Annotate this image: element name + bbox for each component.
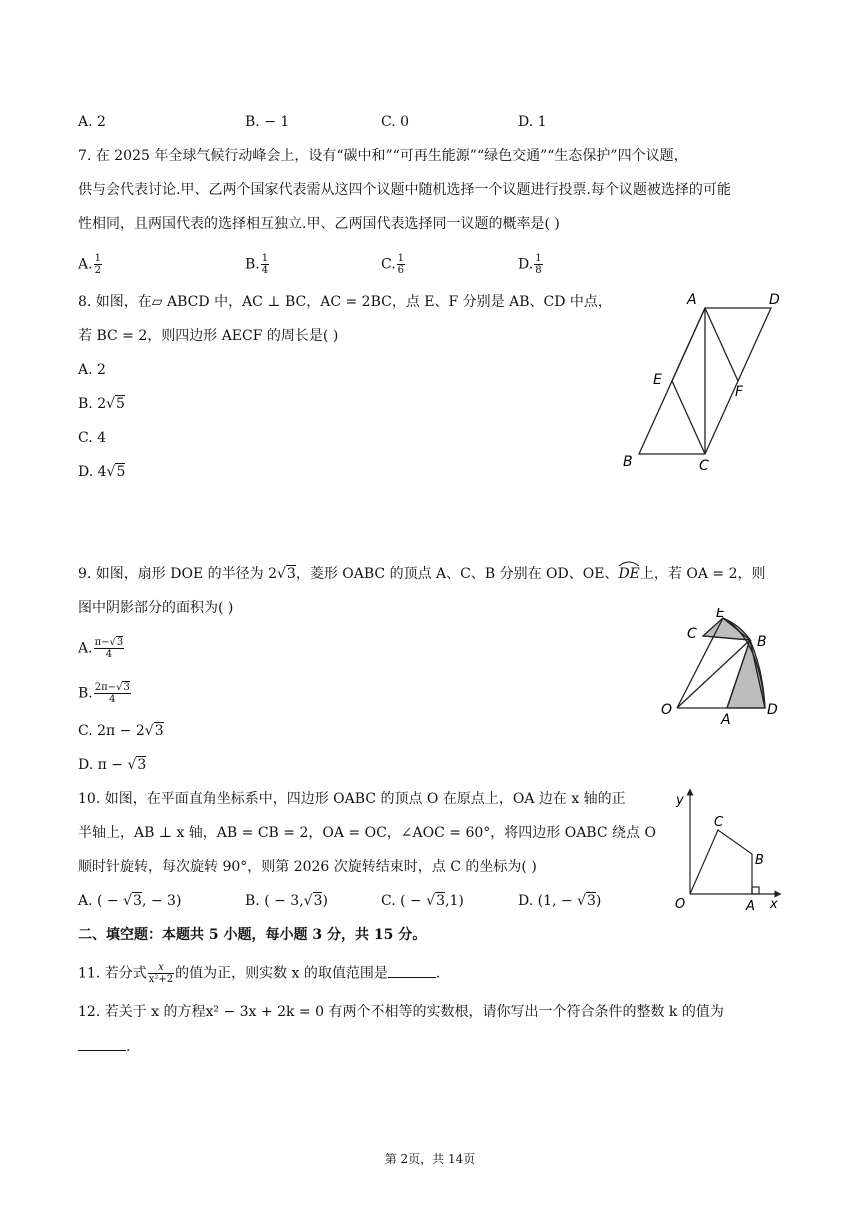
q7-option-c: C. $\frac{1}{6}$ bbox=[381, 253, 405, 276]
q9-option-b: B. $\frac{2\pi-√3}{4}$ bbox=[78, 682, 130, 705]
label-o: O bbox=[675, 897, 686, 912]
label-b: B bbox=[755, 853, 764, 868]
q12-answer-blank[interactable] bbox=[78, 1036, 126, 1051]
q10-option-c: C. ( − √3,1) bbox=[381, 893, 464, 909]
q8-option-a: A. 2 bbox=[78, 362, 106, 378]
segment-ec bbox=[672, 381, 705, 454]
arc-de: DE bbox=[618, 564, 639, 584]
q8-text-line1: 8. 如图，在▱ ABCD 中，AC ⊥ BC，AC = 2BC，点 E、F 分别是 AB、CD 中点， bbox=[78, 294, 612, 310]
q12-text-line2: . bbox=[78, 1036, 130, 1057]
label-x: x bbox=[770, 897, 778, 912]
q6-option-a: A. 2 bbox=[78, 114, 106, 130]
q10-option-b: B. ( − 3,√3) bbox=[245, 893, 328, 909]
q10-text-line2: 半轴上，AB ⊥ x 轴，AB = CB = 2，OA = OC，∠AOC = 60°，将四边形 OABC 绕点 O bbox=[78, 825, 656, 841]
label-a: A bbox=[746, 899, 755, 914]
q9-text-line1: 9. 如图，扇形 DOE 的半径为 2√3，菱形 OABC 的顶点 A、C、B 分别在 OD、OE、 DE上，若 OA = 2，则 bbox=[78, 564, 765, 584]
q7-option-d: D. $\frac{1}{8}$ bbox=[518, 253, 542, 276]
label-e: E bbox=[653, 372, 662, 388]
q6-option-d: D. 1 bbox=[518, 114, 547, 130]
segment-ae bbox=[672, 308, 705, 381]
q8-text-line2: 若 BC = 2，则四边形 AECF 的周长是( ) bbox=[78, 328, 339, 344]
q9-option-d: D. π − √3 bbox=[78, 757, 147, 773]
q10-text-line3: 顺时针旋转，每次旋转 90°，则第 2026 次旋转结束时，点 C 的坐标为( ) bbox=[78, 859, 537, 875]
q7-text-line2: 供与会代表讨论.甲、乙两个国家代表需从这四个议题中随机选择一个议题进行投票.每个议题被选择的可能 bbox=[78, 182, 731, 198]
page-footer: 第 2页，共 14页 bbox=[384, 1152, 476, 1166]
label-o: O bbox=[661, 702, 673, 718]
label-b: B bbox=[623, 454, 633, 470]
q10-text-line1: 10. 如图，在平面直角坐标系中，四边形 OABC 的顶点 O 在原点上，OA 边在 x 轴的正 bbox=[78, 791, 626, 807]
q8-option-c: C. 4 bbox=[78, 430, 107, 446]
q10-option-d: D. (1, − √3) bbox=[518, 893, 602, 909]
label-c: C bbox=[714, 815, 724, 830]
label-f: F bbox=[735, 384, 744, 400]
q9-option-a: A. $\frac{\pi-√3}{4}$ bbox=[78, 637, 124, 660]
label-y: y bbox=[676, 793, 684, 808]
label-c: C bbox=[687, 626, 697, 642]
section-heading: 二、填空题：本题共 5 小题，每小题 3 分，共 15 分。 bbox=[78, 927, 427, 943]
q10-coordinate-figure bbox=[670, 784, 785, 916]
quadrilateral-oabc bbox=[690, 830, 752, 894]
q7-option-b: B. $\frac{1}{4}$ bbox=[245, 253, 269, 276]
q10-option-a: A. ( − √3, − 3) bbox=[78, 893, 182, 909]
q8-option-d: D. 4√5 bbox=[78, 464, 126, 480]
label-c: C bbox=[699, 458, 709, 474]
q8-parallelogram-figure bbox=[615, 288, 790, 478]
label-a: A bbox=[687, 292, 697, 308]
q6-option-c: C. 0 bbox=[381, 114, 410, 130]
q11-answer-blank[interactable] bbox=[388, 963, 436, 978]
label-b: B bbox=[757, 634, 767, 650]
label-d: D bbox=[767, 702, 778, 718]
label-a: A bbox=[721, 712, 731, 728]
q12-text-line1: 12. 若关于 x 的方程x² − 3x + 2k = 0 有两个不相等的实数根，请你写出一个符合条件的整数 k 的值为 bbox=[78, 1004, 724, 1020]
q7-option-a: A. $\frac{1}{2}$ bbox=[78, 253, 101, 276]
q7-text-line1: 7. 在 2025 年全球气候行动峰会上，设有“碳中和”“可再生能源”“绿色交通”“生态保护”四个议题， bbox=[78, 148, 688, 164]
radius-oe bbox=[677, 618, 723, 708]
right-angle-mark bbox=[752, 887, 759, 894]
q6-option-b: B. − 1 bbox=[245, 114, 290, 130]
q11-text: 11. 若分式 $\frac{x}{\text{x²+2}}$ 的值为正，则实数 x 的取值范围是 . bbox=[78, 962, 441, 985]
label-d: D bbox=[769, 292, 780, 308]
segment-af bbox=[705, 308, 738, 381]
q9-option-c: C. 2π − 2√3 bbox=[78, 723, 164, 739]
q7-text-line3: 性相同，且两国代表的选择相互独立.甲、乙两国代表选择同一议题的概率是( ) bbox=[78, 216, 560, 232]
q9-sector-figure bbox=[655, 608, 790, 728]
q9-text-line2: 图中阴影部分的面积为( ) bbox=[78, 600, 234, 616]
q8-option-b: B. 2√5 bbox=[78, 396, 125, 412]
label-e: E bbox=[716, 608, 725, 621]
